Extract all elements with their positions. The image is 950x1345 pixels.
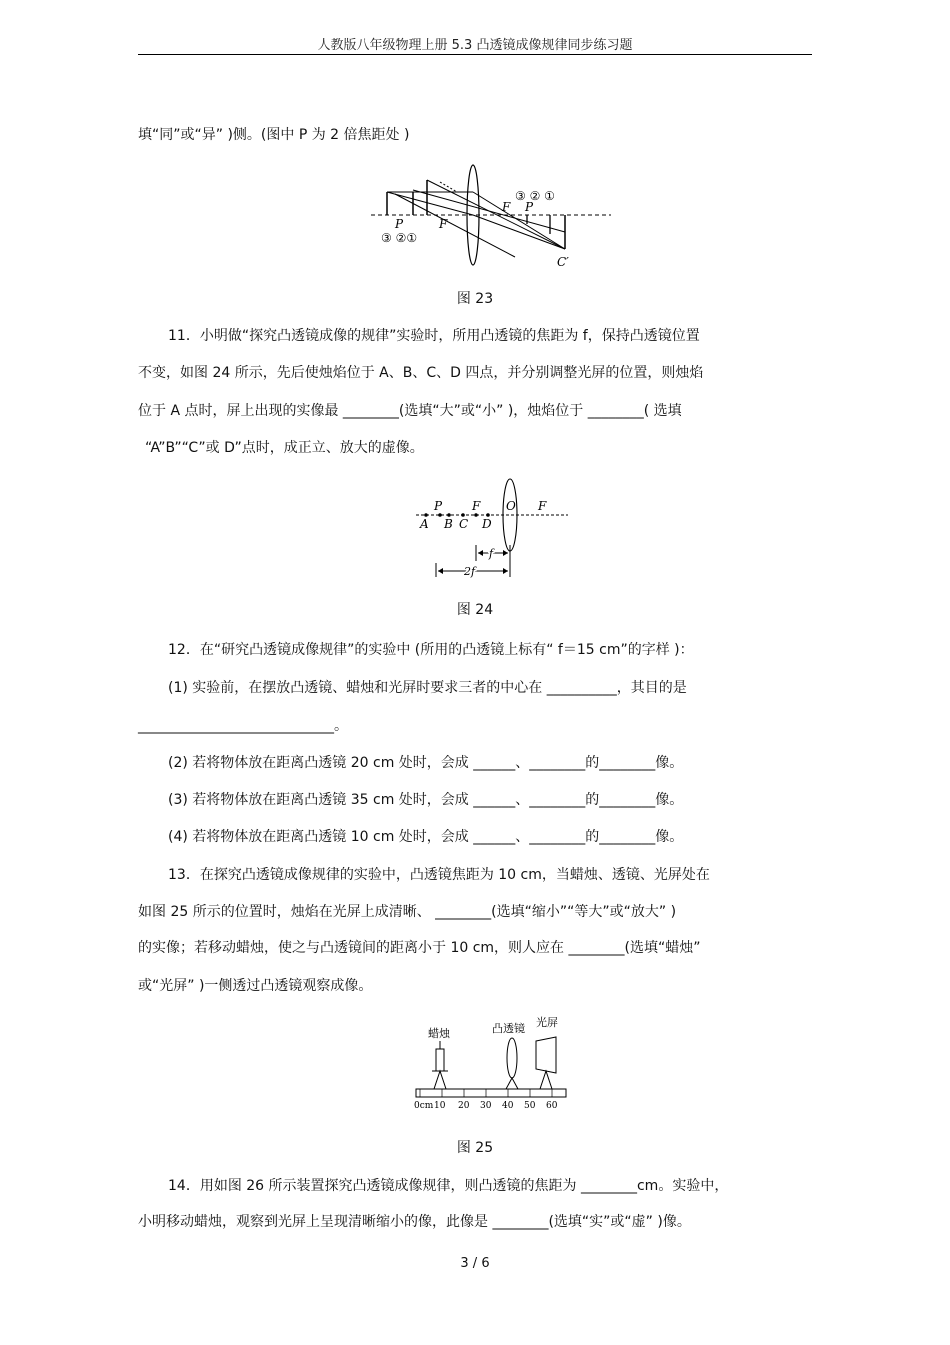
fig25-tick-20: 20 (458, 1101, 470, 1111)
text-line: 14．用如图 26 所示装置探究凸透镜成像规律，则凸透镜的焦距为 ________cm。实验中， (168, 1178, 729, 1194)
figure-25-caption: 图 25 (456, 1140, 494, 1156)
text-line: 或“光屏” )一侧透过凸透镜观察成像。 (138, 978, 373, 994)
fig23-label-f-left: F (439, 217, 448, 231)
fig23-left-numbers: ③ ②① (381, 231, 418, 245)
figure-23-ray-diagram (365, 162, 615, 270)
text-line: 11．小明做“探究凸透镜成像的规律”实验时，所用凸透镜的焦距为 f，保持凸透镜位置 (168, 328, 700, 344)
text-line: 的实像；若移动蜡烛，使之与凸透镜间的距离小于 10 cm，则人应在 ________(选填“蜡烛” (138, 940, 701, 956)
fig23-label-f-right: F (502, 200, 511, 214)
fig25-tick-60: 60 (546, 1101, 558, 1111)
fig24-label-f-dim: f (489, 547, 494, 560)
fig25-candle-label: 蜡烛 (428, 1027, 450, 1040)
figure-23-caption: 图 23 (456, 291, 494, 307)
fig25-tick-50: 50 (524, 1101, 536, 1111)
fig25-lens-label: 凸透镜 (492, 1022, 525, 1035)
fig25-tick-40: 40 (502, 1101, 514, 1111)
figure-24-caption: 图 24 (456, 602, 494, 618)
text-line: 如图 25 所示的位置时，烛焰在光屏上成清晰、 ________(选填“缩小”“等大”或“放大” ) (138, 904, 677, 920)
text-line: 12．在“研究凸透镜成像规律”的实验中 (所用的凸透镜上标有“ f＝15 cm”的字样 )： (168, 642, 694, 658)
text-line: 13．在探究凸透镜成像规律的实验中，凸透镜焦距为 10 cm，当蜡烛、透镜、光屏处在 (168, 867, 710, 883)
fig24-label-f-left: F (472, 499, 481, 513)
text-line: (2) 若将物体放在距离凸透镜 20 cm 处时，会成 ______、________的________像。 (168, 755, 684, 771)
text-line: 位于 A 点时，屏上出现的实像最 ________(选填“大”或“小” )，烛焰位于 ________( 选填 (138, 403, 682, 419)
fig24-point-b: B (444, 517, 453, 531)
figure-25-optical-bench (410, 1013, 572, 1116)
fig23-right-numbers: ③ ② ① (515, 189, 555, 203)
page-header: 人教版八年级物理上册 5.3 凸透镜成像规律同步练习题 (317, 38, 633, 53)
fig25-screen-label: 光屏 (536, 1016, 558, 1029)
text-line: 填“同”或“异” )侧。(图中 P 为 2 倍焦距处 ) (138, 127, 410, 143)
figure-24-lens-diagram (412, 475, 572, 583)
page-number: 3 / 6 (460, 1256, 490, 1271)
text-line: 不变，如图 24 所示，先后使烛焰位于 A、B、C、D 四点，并分别调整光屏的位置，则烛焰 (138, 365, 704, 381)
fig25-tick-30: 30 (480, 1101, 492, 1111)
text-line: ____________________________。 (138, 718, 348, 734)
fig25-tick-0: 0cm (414, 1101, 434, 1111)
fig24-point-d: D (482, 517, 492, 531)
text-line: (4) 若将物体放在距离凸透镜 10 cm 处时，会成 ______、________的________像。 (168, 829, 684, 845)
fig24-label-p: P (434, 499, 443, 513)
fig24-point-a: A (420, 517, 429, 531)
text-line: (3) 若将物体放在距离凸透镜 35 cm 处时，会成 ______、________的________像。 (168, 792, 684, 808)
text-line: 小明移动蜡烛，观察到光屏上呈现清晰缩小的像，此像是 ________(选填“实”或“虚” )像。 (138, 1214, 691, 1230)
fig24-label-2f-dim: 2f (464, 565, 476, 578)
fig23-label-p-left: P (395, 217, 404, 231)
fig24-label-o: O (506, 499, 516, 513)
text-line: “A”B”“C”或 D”点时，成正立、放大的虚像。 (145, 440, 424, 456)
fig23-label-c: C′ (557, 255, 569, 269)
text-line: (1) 实验前，在摆放凸透镜、蜡烛和光屏时要求三者的中心在 __________，其目的是 (168, 680, 687, 696)
fig24-point-c: C (459, 517, 469, 531)
fig23-label-p-right: P (525, 200, 534, 214)
fig24-label-f-right: F (538, 499, 547, 513)
header-rule (138, 54, 812, 55)
fig25-tick-10: 10 (434, 1101, 446, 1111)
